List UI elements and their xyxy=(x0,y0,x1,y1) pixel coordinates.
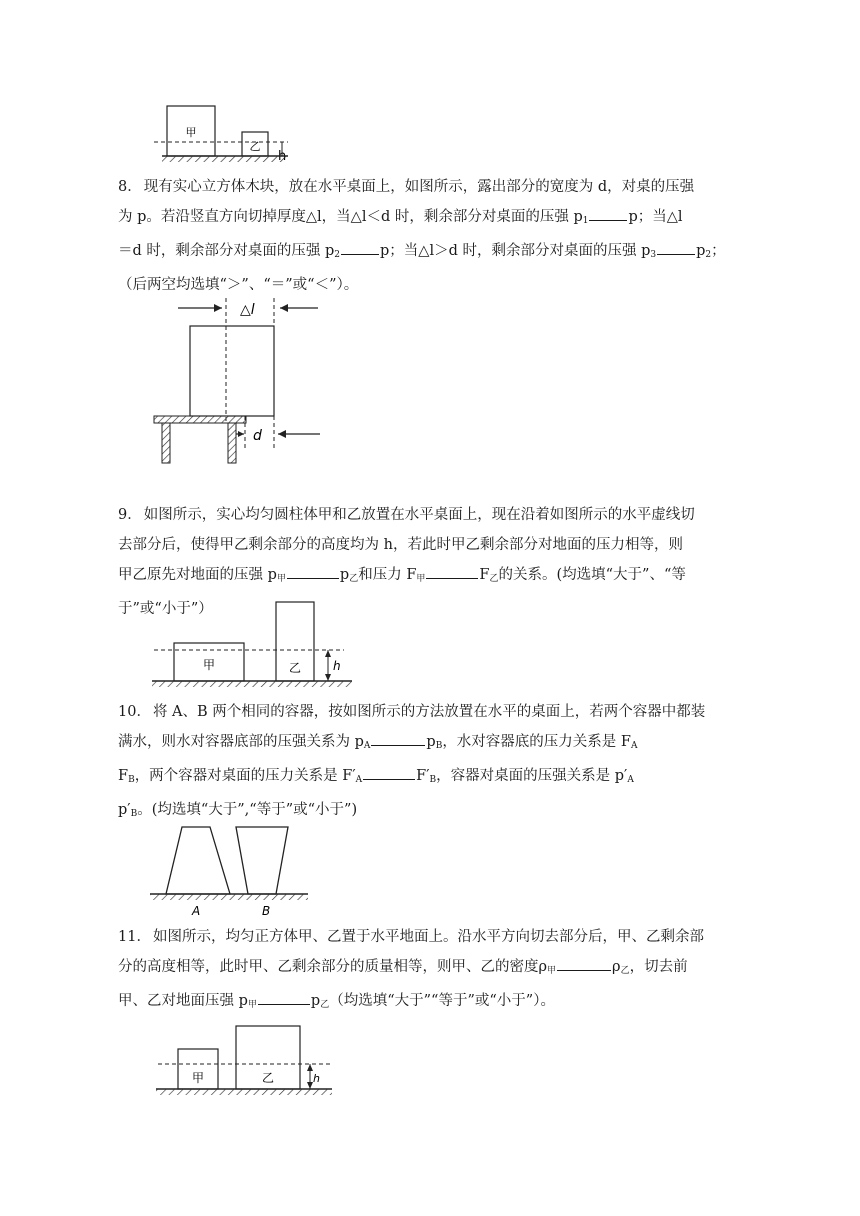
label-jia: 甲 xyxy=(185,126,197,139)
question-10: 10． 将 A、B 两个相同的容器，按如图所示的方法放置在水平的桌面上，若两个容器中都装 满水，则水对容器底部的压强关系为 $p_A$ $p_B$，水对容器底的压力关系是 $F_A$ $F_B$，两个容器对桌面的压力关系是 $F'_A$ $F'_B$，容器对桌面的压强关系是 $p'_A$ $p'_B$。(均选填“大于”,“等于”或“小于”) xyxy=(118,704,706,819)
answer-blank[interactable] xyxy=(258,990,310,1005)
answer-blank[interactable] xyxy=(341,240,379,255)
label-yi: 乙 xyxy=(261,1071,275,1085)
question-number: 9． xyxy=(118,507,142,523)
answer-blank[interactable] xyxy=(557,956,611,971)
label-jia: 甲 xyxy=(191,1071,205,1085)
figure-q7 xyxy=(140,98,300,164)
label-h: h xyxy=(333,659,341,673)
label-b: B xyxy=(262,904,271,918)
label-jia: 甲 xyxy=(202,658,216,672)
label-d: d xyxy=(253,428,262,444)
answer-blank[interactable] xyxy=(657,240,695,255)
question-number: 10． xyxy=(118,704,151,720)
answer-blank[interactable] xyxy=(287,564,339,579)
figure-q8 xyxy=(148,298,328,468)
answer-blank[interactable] xyxy=(363,765,415,780)
answer-blank[interactable] xyxy=(589,206,627,221)
question-9: 9． 如图所示，实心均匀圆柱体甲和乙放置在水平桌面上，现在沿着如图所示的水平虚线切 去部分后，使得甲乙剩余部分的高度均为 h，若此时甲乙剩余部分对地面的压力相等，则 甲乙原先对地面的压强 $p_甲$ $p_乙$和压力 $F_甲$ $F_乙$的关系。(均选填“大于”、“等 于”或“小于”） xyxy=(118,507,695,617)
label-yi: 乙 xyxy=(249,140,261,153)
question-8: 8． 现有实心立方体木块，放在水平桌面上，如图所示，露出部分的宽度为 d，对桌的压强 为 p。若沿竖直方向切掉厚度△l，当△l＜d 时，剩余部分对桌面的压强 $p_1$ p；当△l ＝d 时，剩余部分对桌面的压强 $p_2$ p；当△l＞d 时，剩余部分对桌面的压强 $p_3$ $p_2$； （后两空均选填“＞”、“＝”或“＜”）。 xyxy=(118,179,726,293)
table-leg-left xyxy=(162,423,170,463)
figure-q9 xyxy=(148,596,358,690)
container-b xyxy=(236,827,288,894)
label-yi: 乙 xyxy=(288,661,302,675)
ground-hatch xyxy=(156,1089,332,1095)
label-h: h xyxy=(313,1072,320,1085)
figure-q10 xyxy=(146,822,316,922)
label-delta-l: △l xyxy=(240,302,255,318)
ground-hatch xyxy=(162,156,288,162)
label-a: A xyxy=(192,904,201,918)
question-number: 8． xyxy=(118,179,142,195)
question-11: 11． 如图所示，均匀正方体甲、乙置于水平地面上。沿水平方向切去部分后，甲、乙剩余部 分的高度相等，此时甲、乙剩余部分的质量相等，则甲、乙的密度$\rho_甲$ $\rho_乙$，切去前 甲、乙对地面压强 $p_甲$ $p_乙$（均选填“大于”“等于”或“小于”）。 xyxy=(118,929,704,1010)
ground-hatch xyxy=(152,681,352,687)
figure-q11 xyxy=(150,1020,340,1100)
cube xyxy=(190,326,274,416)
table-leg-right xyxy=(228,423,236,463)
question-number: 11． xyxy=(118,929,151,945)
answer-blank[interactable] xyxy=(426,564,478,579)
answer-blank[interactable] xyxy=(371,731,425,746)
table-top xyxy=(154,416,246,423)
container-a xyxy=(166,827,230,894)
ground-hatch xyxy=(150,894,308,900)
